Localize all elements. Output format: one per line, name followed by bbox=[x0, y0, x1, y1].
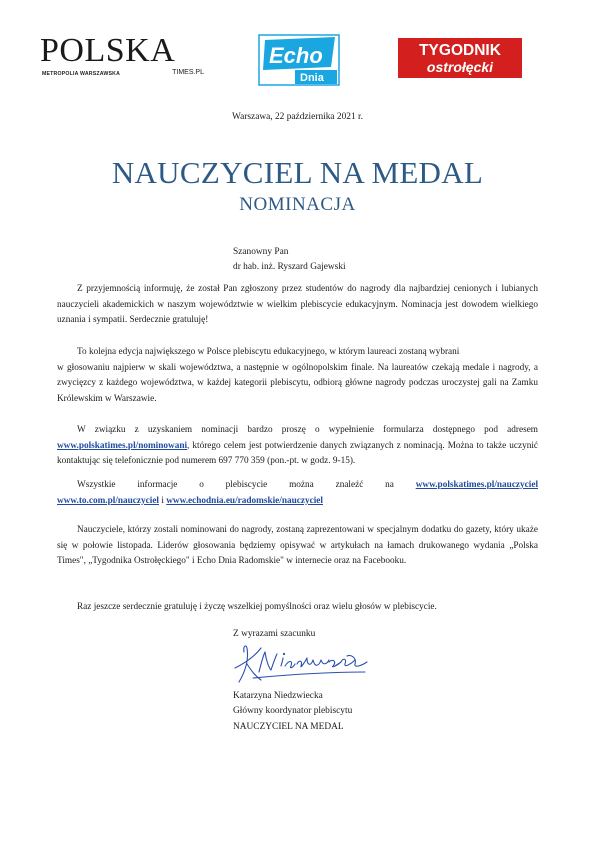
letter-title: NAUCZYCIEL NA MEDAL bbox=[111, 155, 484, 190]
paragraph-2-line1: To kolejna edycja największego w Polsce plebiscytu edukacyjnego, w którym laureaci zostaną wybrani bbox=[77, 347, 460, 357]
paragraph-5 bbox=[57, 523, 538, 570]
paragraph-4-before: Wszystkie informacje o plebiscycie można znaleźć na bbox=[77, 480, 394, 490]
paragraph-3-before: W związku z uzyskaniem nominacji bardzo proszę o wypełnienie formularza dostępnego pod adresem bbox=[77, 425, 538, 435]
nominowani-link[interactable]: www.polskatimes.pl/nominowani bbox=[57, 440, 188, 451]
paragraph-4-line2 bbox=[57, 494, 538, 510]
paragraph-3-after: , którego celem jest potwierdzenie danych związanych z nominacją. Można to także uczynić kontaktując się telefonicznie pod numerem 697 770 359 (pon.-pt. w godz. 9-15). bbox=[57, 440, 538, 467]
recipient-name: dr hab. inż. Ryszard Gajewski bbox=[233, 262, 346, 273]
handwritten-signature bbox=[225, 642, 375, 686]
paragraph-6-text: Raz jeszcze serdecznie gratuluję i życzę wszelkiej pomyślności oraz wielu głosów w plebiscycie. bbox=[77, 602, 437, 612]
tygodnik-logo-line2: ostrołęcki bbox=[426, 59, 494, 75]
paragraph-6 bbox=[57, 600, 538, 616]
salutation: Szanowny Pan bbox=[233, 247, 289, 257]
letter-subtitle: NOMINACJA bbox=[239, 194, 356, 215]
echodnia-nauczyciel-link[interactable]: www.echodnia.eu/radomskie/nauczyciel bbox=[166, 495, 323, 506]
polska-logo-word: POLSKA bbox=[40, 32, 176, 69]
addressee-block bbox=[233, 245, 346, 276]
paragraph-2-rest: w głosowaniu najpierw w skali województwa, a następnie w ogólnopolskim finale. Na laureatów czekają medale i nagrody, a zwycięzcy z każdego województwa, w każdej kategorii plebiscytu, odbiorą główne nagrody podczas uroczystej gali na Zamku Królewskim w Warszawie. bbox=[57, 362, 538, 404]
paragraph-3 bbox=[57, 423, 538, 470]
signer-name: Katarzyna Niedzwiecka bbox=[233, 691, 323, 701]
polska-logo-tagline: METROPOLIA WARSZAWSKA bbox=[42, 71, 121, 77]
tygodnik-ostrolecki-logo bbox=[398, 38, 522, 78]
letter-date: Warszawa, 22 października 2021 r. bbox=[232, 112, 363, 122]
paragraph-4 bbox=[57, 478, 538, 509]
paragraph-1 bbox=[57, 282, 538, 329]
tygodnik-logo-line1: TYGODNIK bbox=[419, 42, 501, 59]
paragraph-2 bbox=[57, 345, 538, 407]
paragraph-4-line1 bbox=[57, 478, 538, 494]
polska-logo-times: TIMES.PL bbox=[172, 69, 204, 76]
closing-line: Z wyrazami szacunku bbox=[233, 629, 316, 639]
echo-dnia-logo bbox=[257, 34, 341, 86]
signer-role: Główny koordynator plebiscytu bbox=[233, 706, 353, 717]
paragraph-1-text: Z przyjemnością informuję, że został Pan zgłoszony przez studentów do nagrody dla najbardziej cenionych i lubianych nauczycieli akademickich w naszym województwie w wielkim plebiscycie edukacyjnym. Nominacja jest dowodem wielkiego uznania i sympatii. Serdecznie gratuluję! bbox=[57, 284, 538, 326]
tocom-nauczyciel-link[interactable]: www.to.com.pl/nauczyciel bbox=[57, 495, 159, 506]
paragraph-5-text: Nauczyciele, którzy zostali nominowani do nagrody, zostaną zaprezentowani w specjalnym dodatku do gazety, który ukaże się w połowie listopada. Liderów głosowania będziemy opisywać w artykułach na łamach drukowanego wydania „Polska Times", „Tygodnika Ostrołęckiego" i Echo Dnia Radomskie" w internecie oraz na Facebooku. bbox=[57, 525, 538, 567]
signer-block bbox=[233, 689, 352, 735]
polska-times-logo bbox=[40, 34, 210, 80]
signer-organization: NAUCZYCIEL NA MEDAL bbox=[233, 721, 344, 732]
polskatimes-nauczyciel-link[interactable]: www.polskatimes.pl/nauczyciel bbox=[415, 480, 539, 490]
paragraph-3-text bbox=[57, 423, 538, 470]
paragraph-4-and: i bbox=[159, 495, 167, 506]
echo-logo-word: Echo bbox=[269, 43, 323, 68]
echo-logo-sub: Dnia bbox=[300, 72, 324, 84]
